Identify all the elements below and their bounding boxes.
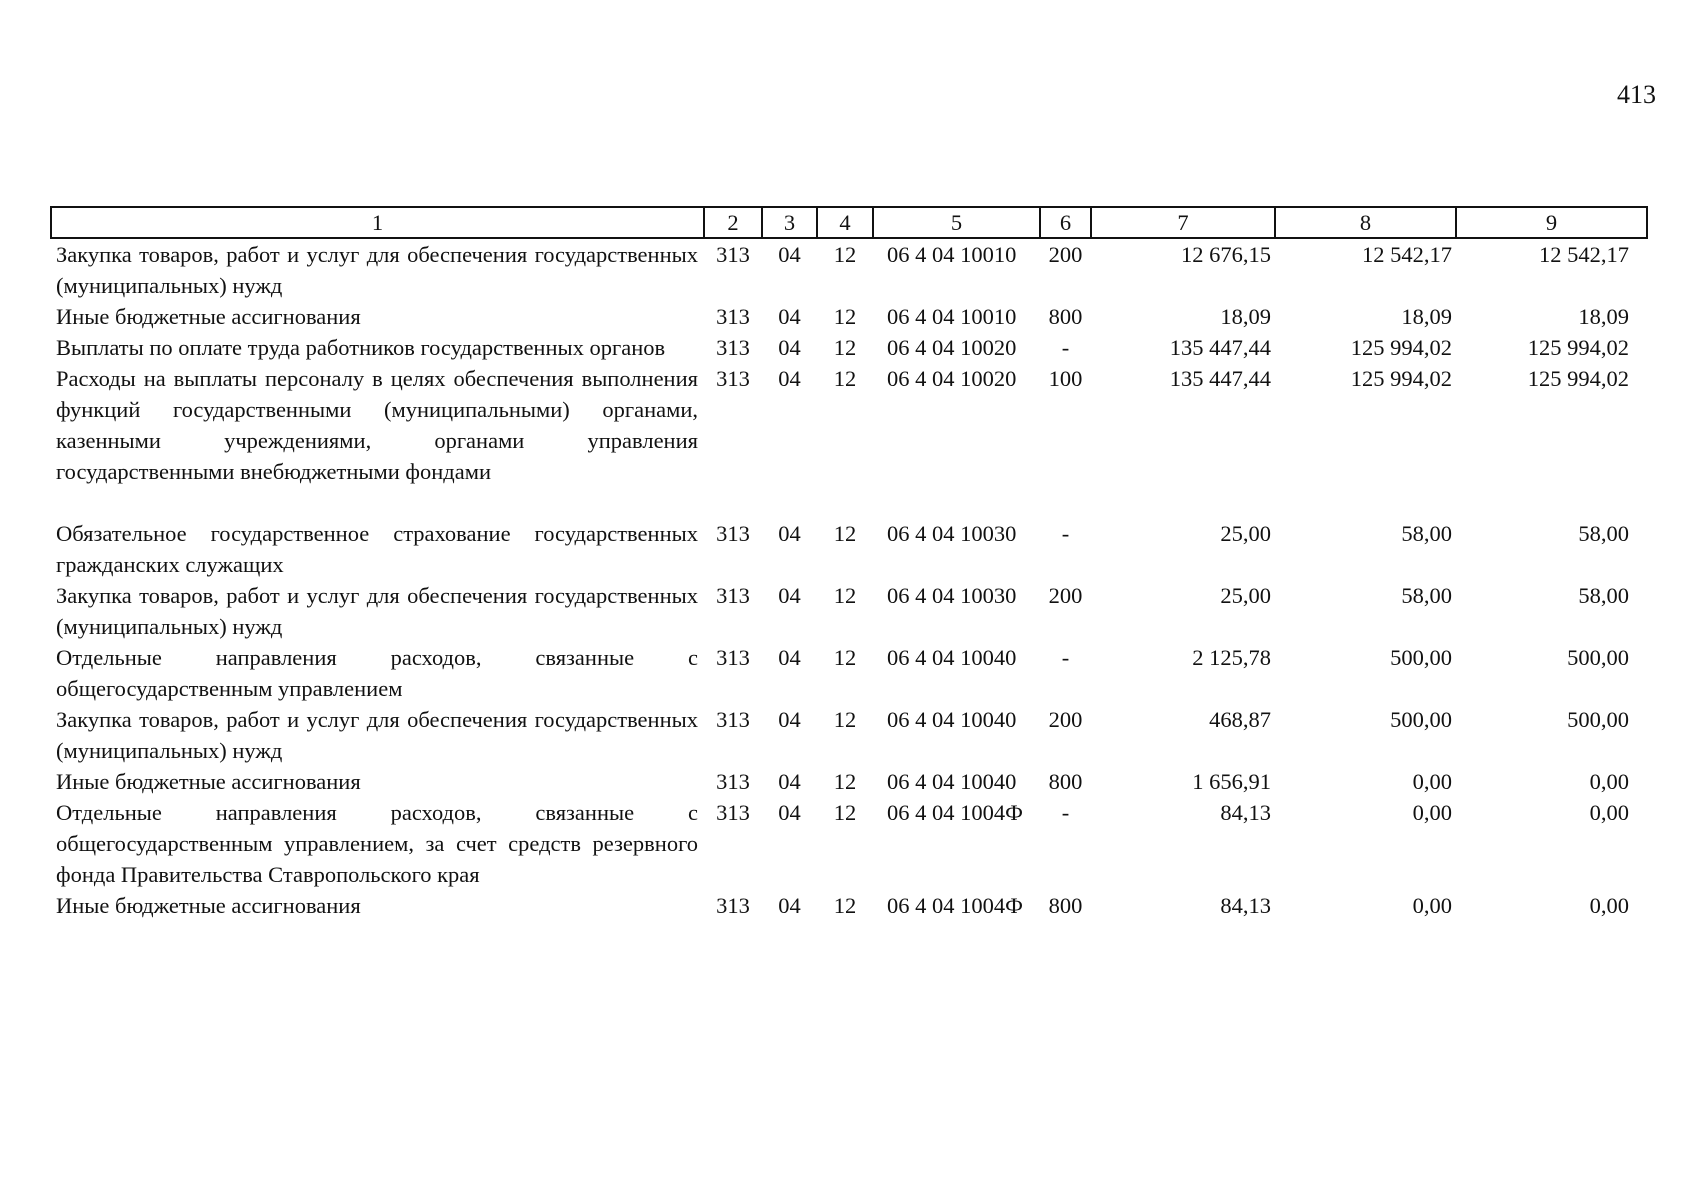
row-amount-col9: 0,00 [1589, 800, 1629, 825]
row-amount-col7: 1 656,91 [1192, 769, 1271, 794]
row-amount-col8: 125 994,02 [1350, 366, 1452, 391]
table-row [51, 238, 1647, 301]
row-amount-col8: 12 542,17 [1362, 242, 1452, 267]
row-amount-col9: 0,00 [1589, 893, 1629, 918]
row-code-section: 04 [778, 242, 801, 267]
row-amount-col9: 58,00 [1578, 521, 1629, 546]
row-amount-col9: 0,00 [1589, 769, 1629, 794]
row-code-target: 06 4 04 1004Ф [887, 893, 1023, 918]
row-name: Обязательное государственное страхование государственных гражданских служащих [56, 521, 698, 577]
row-amount-col8: 58,00 [1401, 583, 1452, 608]
column-header-5: 5 [873, 207, 1040, 238]
column-header-4: 4 [817, 207, 873, 238]
row-code-subsection: 12 [833, 645, 857, 670]
row-amount-col9: 12 542,17 [1539, 242, 1629, 267]
row-code-expense-type: 100 [1048, 366, 1083, 391]
row-code-expense-type: - [1061, 521, 1070, 546]
column-header-8: 8 [1275, 207, 1456, 238]
row-code-target: 06 4 04 10040 [887, 707, 1017, 732]
row-amount-col7: 84,13 [1220, 800, 1271, 825]
spacer-cell [51, 487, 1647, 518]
row-code-subsection: 12 [833, 304, 857, 329]
row-amount-col9: 125 994,02 [1527, 366, 1629, 391]
row-amount-col8: 0,00 [1412, 893, 1452, 918]
row-amount-col8: 58,00 [1401, 521, 1452, 546]
row-amount-col9: 125 994,02 [1527, 335, 1629, 360]
table-row [51, 363, 1647, 487]
header-row [51, 207, 1647, 238]
row-amount-col7: 468,87 [1209, 707, 1271, 732]
budget-table-container [50, 206, 1646, 921]
row-name: Отдельные направления расходов, связанные с общегосударственным управлением [56, 645, 698, 701]
row-amount-col9: 500,00 [1567, 707, 1629, 732]
row-code-ministry: 313 [716, 366, 750, 391]
row-code-expense-type: 800 [1048, 893, 1083, 918]
row-amount-col8: 125 994,02 [1350, 335, 1452, 360]
row-code-ministry: 313 [716, 645, 750, 670]
row-amount-col7: 135 447,44 [1169, 335, 1271, 360]
row-amount-col8: 500,00 [1390, 707, 1452, 732]
budget-table [50, 206, 1648, 921]
row-code-ministry: 313 [716, 583, 750, 608]
row-code-subsection: 12 [833, 583, 857, 608]
row-name: Отдельные направления расходов, связанные с общегосударственным управлением, за счет средств резервного фонда Правительства Ставропольского края [56, 800, 698, 887]
row-code-expense-type: 200 [1048, 242, 1083, 267]
row-code-target: 06 4 04 10040 [887, 645, 1017, 670]
table-row [51, 890, 1647, 921]
row-code-subsection: 12 [833, 707, 857, 732]
row-name: Иные бюджетные ассигнования [56, 769, 361, 794]
row-amount-col7: 135 447,44 [1169, 366, 1271, 391]
column-header-1: 1 [51, 207, 704, 238]
table-header [51, 207, 1647, 238]
row-code-subsection: 12 [833, 893, 857, 918]
row-amount-col7: 2 125,78 [1192, 645, 1271, 670]
row-code-expense-type: 200 [1048, 707, 1083, 732]
row-code-target: 06 4 04 10010 [887, 242, 1017, 267]
row-code-subsection: 12 [833, 366, 857, 391]
row-code-ministry: 313 [716, 769, 750, 794]
row-code-section: 04 [778, 583, 801, 608]
row-code-subsection: 12 [833, 521, 857, 546]
row-amount-col7: 25,00 [1220, 583, 1271, 608]
row-amount-col9: 500,00 [1567, 645, 1629, 670]
row-code-target: 06 4 04 10030 [887, 583, 1017, 608]
row-code-ministry: 313 [716, 707, 750, 732]
row-amount-col9: 58,00 [1578, 583, 1629, 608]
row-code-section: 04 [778, 769, 801, 794]
column-header-9: 9 [1456, 207, 1647, 238]
row-amount-col7: 18,09 [1220, 304, 1271, 329]
row-name: Иные бюджетные ассигнования [56, 893, 361, 918]
row-amount-col7: 12 676,15 [1181, 242, 1271, 267]
row-code-target: 06 4 04 10020 [887, 335, 1017, 360]
row-amount-col8: 500,00 [1390, 645, 1452, 670]
row-name: Закупка товаров, работ и услуг для обеспечения государственных (муниципальных) нужд [56, 707, 698, 763]
table-row [51, 797, 1647, 890]
table-row [51, 518, 1647, 580]
column-header-7: 7 [1091, 207, 1275, 238]
row-name: Расходы на выплаты персоналу в целях обеспечения выполнения функций государственными (муниципальными) органами, казенными учреждениями, органами управления государственными внебюджетными фондами [56, 366, 698, 484]
row-code-ministry: 313 [716, 800, 750, 825]
spacer-row [51, 487, 1647, 518]
row-code-ministry: 313 [716, 335, 750, 360]
row-code-expense-type: 800 [1048, 769, 1083, 794]
column-header-6: 6 [1040, 207, 1091, 238]
row-amount-col9: 18,09 [1578, 304, 1629, 329]
page-number: 413 [1617, 80, 1656, 109]
row-code-section: 04 [778, 304, 801, 329]
row-code-expense-type: 800 [1048, 304, 1083, 329]
table-row [51, 332, 1647, 363]
row-code-target: 06 4 04 1004Ф [887, 800, 1023, 825]
row-code-subsection: 12 [833, 335, 857, 360]
row-code-section: 04 [778, 893, 801, 918]
row-code-section: 04 [778, 521, 801, 546]
row-code-ministry: 313 [716, 521, 750, 546]
column-header-2: 2 [704, 207, 762, 238]
table-row [51, 642, 1647, 704]
row-amount-col8: 0,00 [1412, 800, 1452, 825]
row-code-expense-type: - [1061, 645, 1070, 670]
row-amount-col8: 0,00 [1412, 769, 1452, 794]
row-code-section: 04 [778, 366, 801, 391]
table-row [51, 704, 1647, 766]
table-row [51, 580, 1647, 642]
row-code-section: 04 [778, 645, 801, 670]
row-name: Выплаты по оплате труда работников государственных органов [56, 335, 666, 360]
row-code-ministry: 313 [716, 893, 750, 918]
column-header-3: 3 [762, 207, 817, 238]
row-code-target: 06 4 04 10020 [887, 366, 1017, 391]
row-code-subsection: 12 [833, 800, 857, 825]
row-code-section: 04 [778, 707, 801, 732]
row-code-subsection: 12 [833, 769, 857, 794]
row-code-expense-type: - [1061, 800, 1070, 825]
row-amount-col7: 84,13 [1220, 893, 1271, 918]
table-body [51, 238, 1647, 921]
row-code-section: 04 [778, 335, 801, 360]
row-code-expense-type: 200 [1048, 583, 1083, 608]
row-name: Иные бюджетные ассигнования [56, 304, 361, 329]
row-code-ministry: 313 [716, 242, 750, 267]
row-code-expense-type: - [1061, 335, 1070, 360]
row-name: Закупка товаров, работ и услуг для обеспечения государственных (муниципальных) нужд [56, 242, 698, 298]
table-row [51, 301, 1647, 332]
row-amount-col7: 25,00 [1220, 521, 1271, 546]
row-code-section: 04 [778, 800, 801, 825]
row-code-ministry: 313 [716, 304, 750, 329]
row-amount-col8: 18,09 [1401, 304, 1452, 329]
row-code-target: 06 4 04 10010 [887, 304, 1017, 329]
row-code-target: 06 4 04 10030 [887, 521, 1017, 546]
row-code-target: 06 4 04 10040 [887, 769, 1017, 794]
row-name: Закупка товаров, работ и услуг для обеспечения государственных (муниципальных) нужд [56, 583, 698, 639]
table-row [51, 766, 1647, 797]
row-code-subsection: 12 [833, 242, 857, 267]
